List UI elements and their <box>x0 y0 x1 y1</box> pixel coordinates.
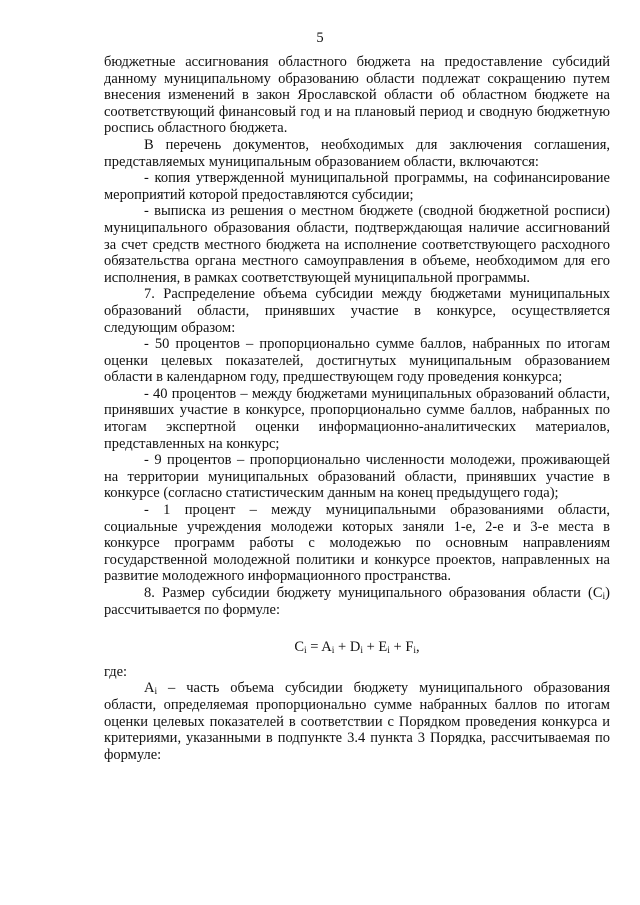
formula-d-sub: i <box>360 646 363 657</box>
formula-plus: + <box>334 639 350 656</box>
a-symbol: А <box>144 680 155 697</box>
where-label: где: <box>104 663 128 680</box>
subsidy-size-text-end: ) рассчитывается по формуле: <box>104 585 610 618</box>
formula-d: D <box>349 639 361 656</box>
list-item-50-percent: - 50 процентов – пропорционально сумме баллов, набранных по итогам оценки целевых показателей, достигнутых муниципальным образованием области в календарном году, предшествующем году проведения конкурса; <box>104 336 610 386</box>
a-subscript: i <box>154 687 158 698</box>
subsidy-size-text: 8. Размер субсидии бюджету муниципального образования области (С <box>144 585 603 601</box>
list-item-1-percent: - 1 процент – между муниципальными образованиями области, социальные учреждения молодежи которых заняли 1-е, 2-е и 3-е места в конкурсе программ работы с молодежью по основным направлениям государственной молодежной политики и конкурсе проектов, направленных на развитие молодежного информационного пространства. <box>104 502 610 585</box>
a-definition-text: – часть объема субсидии бюджету муниципального образования области, определяемая пропорционально сумме набранных баллов по итогам оценки целевых показателей в соответствии с Порядком проведения конкурса и критериями, указанными в подпункте 3.4 пункта 3 Порядка, рассчитываемая по формуле: <box>104 680 610 763</box>
formula-a: A <box>321 639 332 656</box>
page-number: 5 <box>316 30 324 46</box>
formula-f: F <box>405 639 414 656</box>
formula-a-sub: i <box>331 646 335 657</box>
subsidy-size-subscript: i <box>602 592 606 602</box>
formula-c-sub: i <box>303 646 307 657</box>
list-item-9-percent: - 9 процентов – пропорционально численности молодежи, проживающей на территории муниципальных образований области, принявших участие в конкурсе (согласно статистическим данным на конец предыдущего года); <box>104 452 610 502</box>
list-item-budget-extract: - выписка из решения о местном бюджете (сводной бюджетной росписи) муниципального образования области, подтверждающая наличие ассигнований за счет средств местного бюджета на исполнение соответствующего расходного обязательства органа местного самоуправления в объеме, необходимом для его исполнения, в рамках соответствующей муниципальной программы. <box>104 203 610 286</box>
paragraph-documents-list: В перечень документов, необходимых для заключения соглашения, представляемых муниципальным образованием области, включаются: <box>104 136 610 170</box>
formula-plus: + <box>362 639 379 656</box>
formula-c: С <box>294 639 304 656</box>
paragraph-a-definition <box>104 680 610 763</box>
formula-e: E <box>378 639 388 656</box>
paragraph-budget-reduction: бюджетные ассигнования областного бюджета на предоставление субсидий данному муниципальному образованию области подлежат сокращению путем внесения изменений в закон Ярославской области об областном бюджете на соответствующий финансовый год и на плановый период и сводную бюджетную роспись областного бюджета. <box>104 54 610 137</box>
formula-plus: + <box>389 639 406 656</box>
formula-e-sub: i <box>387 646 390 657</box>
paragraph-distribution: 7. Распределение объема субсидии между бюджетами муниципальных образований области, принявших участие в конкурсе, осуществляется следующим образом: <box>104 286 610 336</box>
document-body <box>104 54 610 763</box>
formula-equals: = <box>306 639 322 656</box>
paragraph-subsidy-size <box>104 585 610 618</box>
subsidy-formula <box>104 639 610 656</box>
list-item-program-copy: - копия утвержденной муниципальной программы, на софинансирование мероприятий которой предоставляются субсидии; <box>104 170 610 203</box>
formula-comma: , <box>416 639 420 656</box>
formula-f-sub: i <box>413 646 417 657</box>
list-item-40-percent: - 40 процентов – между бюджетами муниципальных образований области, принявших участие в конкурсе, пропорционально сумме баллов, набранных по итогам экспертной оценки информационно-аналитических материалов, представленных на конкурс; <box>104 385 610 452</box>
